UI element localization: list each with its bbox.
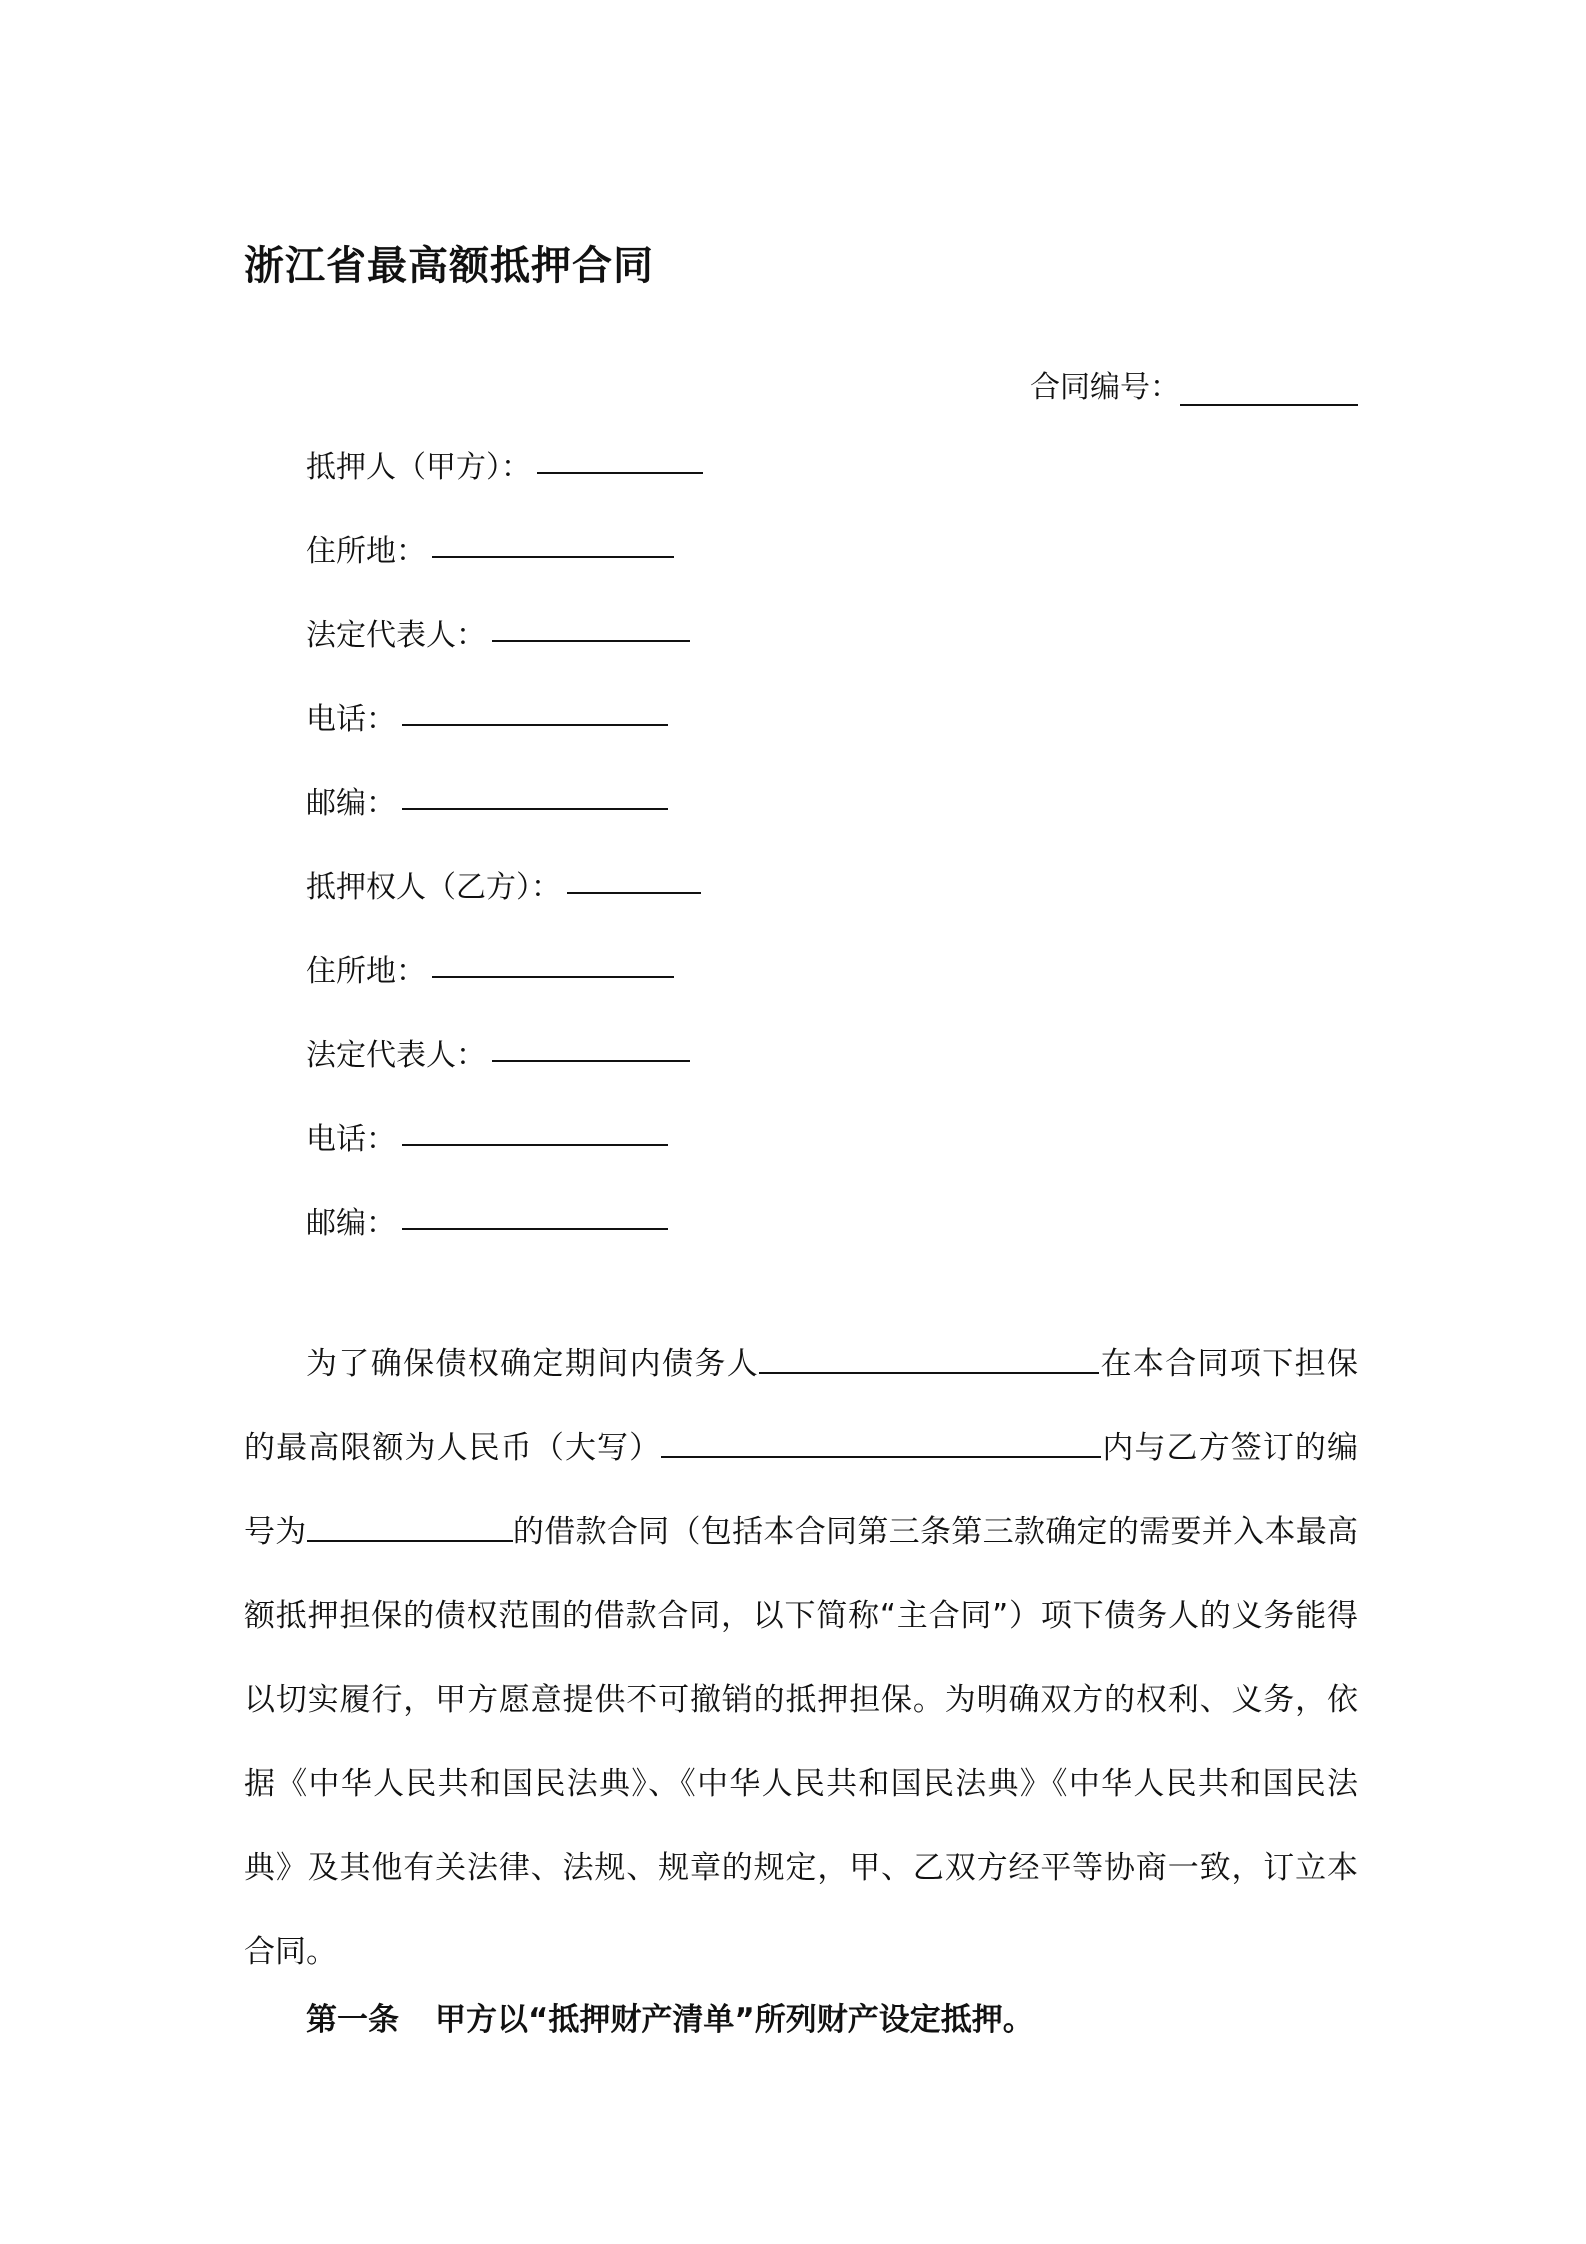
article-1 (306, 1994, 1034, 2039)
party-b-mortgagee-row (306, 862, 703, 946)
party-info-block (306, 442, 703, 1282)
field-label: 抵押权人（乙方）： (306, 870, 561, 905)
party-b-address-field[interactable] (432, 946, 674, 978)
field-label: 法定代表人： (306, 618, 486, 653)
party-a-postcode-row (306, 778, 703, 862)
field-label: 电话： (306, 1122, 396, 1157)
article-number: 第一条 (306, 2002, 399, 2038)
party-a-phone-row (306, 694, 703, 778)
party-b-phone-row (306, 1114, 703, 1198)
field-label: 住所地： (306, 954, 426, 989)
contract-number-field[interactable] (1180, 374, 1358, 406)
field-label: 住所地： (306, 534, 426, 569)
preamble-paragraph (244, 1322, 1358, 1994)
debtor-name-field[interactable] (759, 1338, 1099, 1374)
preamble-text-2: 在本合同项下担保的最高限额为人民币（大写） (244, 1346, 1359, 1466)
article-text: 甲方以“抵押财产清单”所列财产设定抵押。 (435, 2002, 1034, 2038)
contract-number-row (1030, 362, 1358, 406)
party-b-postcode-field[interactable] (402, 1198, 668, 1230)
field-label: 法定代表人： (306, 1038, 486, 1073)
preamble-text-4: 的借款合同（包括本合同第三条第三款确定的需要并入本最高额抵押担保的债权范围的借款合同，以下简称“主合同”）项下债务人的义务能得以切实履行，甲方愿意提供不可撤销的抵押担保。为明确双方的权利、义务，依据《中华人民共和国民法典》、《中华人民共和国民法典》《中华人民共和国民法典》及其他有关法律、法规、规章的规定，甲、乙双方经平等协商一致，订立本合同。 (244, 1514, 1359, 1970)
field-label: 抵押人（甲方）： (306, 450, 531, 485)
party-b-legal-rep-field[interactable] (492, 1030, 690, 1062)
max-amount-field[interactable] (661, 1422, 1101, 1458)
field-label: 邮编： (306, 1206, 396, 1241)
mortgagee-name-field[interactable] (567, 862, 701, 894)
document-title: 浙江省最高额抵押合同 (244, 243, 654, 289)
party-a-legal-rep-row (306, 610, 703, 694)
preamble-text-1: 为了确保债权确定期间内债务人 (306, 1346, 760, 1382)
party-b-phone-field[interactable] (402, 1114, 668, 1146)
party-b-legal-rep-row (306, 1030, 703, 1114)
field-label: 电话： (306, 702, 396, 737)
party-a-mortgagor-row (306, 442, 703, 526)
contract-number-label: 合同编号： (1030, 370, 1180, 405)
party-a-legal-rep-field[interactable] (492, 610, 690, 642)
loan-contract-number-field[interactable] (307, 1506, 513, 1542)
party-a-address-field[interactable] (432, 526, 674, 558)
party-a-phone-field[interactable] (402, 694, 668, 726)
field-label: 邮编： (306, 786, 396, 821)
party-b-address-row (306, 946, 703, 1030)
party-b-postcode-row (306, 1198, 703, 1282)
mortgagor-name-field[interactable] (537, 442, 703, 474)
party-a-postcode-field[interactable] (402, 778, 668, 810)
preamble-text-3: 内与乙方签订的编号为 (244, 1430, 1359, 1550)
party-a-address-row (306, 526, 703, 610)
